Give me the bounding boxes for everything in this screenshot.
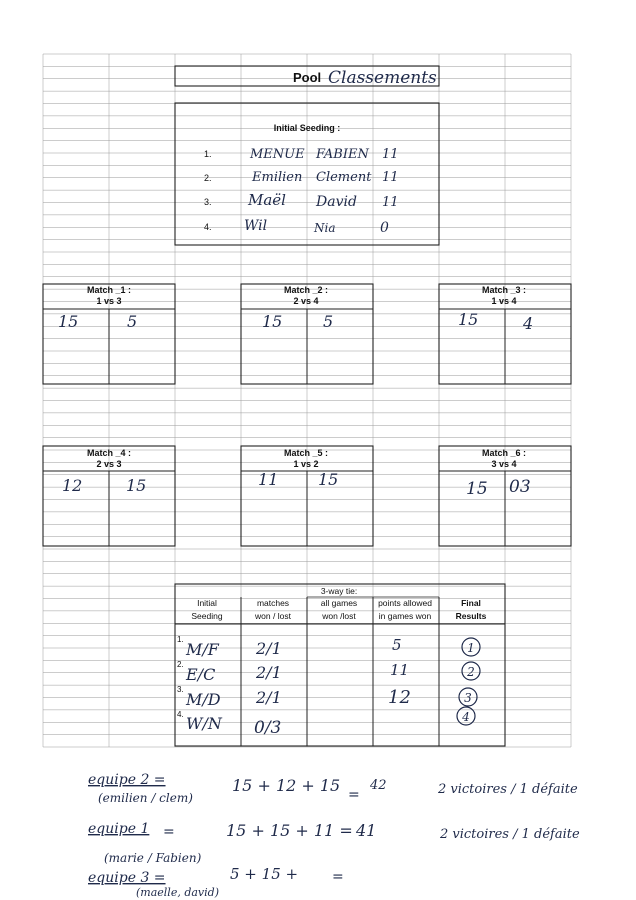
match-title: Match _1 : xyxy=(86,285,132,295)
note-sum: 5 + 15 + xyxy=(230,865,299,883)
seed-player-2: Nia xyxy=(314,221,336,235)
match-score-1: 15 xyxy=(466,479,488,499)
seed-number: 2. xyxy=(204,173,212,183)
result-final: 1 xyxy=(467,641,475,655)
result-final: 2 xyxy=(467,665,475,679)
seeding-row xyxy=(204,147,399,162)
three-way-tie-heading: 3-way tie: xyxy=(320,586,358,596)
match-score-1: 15 xyxy=(58,312,79,331)
note-label: equipe 1 xyxy=(88,821,150,837)
result-num: 1. xyxy=(177,635,184,644)
match-title: Match _5 : xyxy=(283,448,329,458)
match-score-2: 03 xyxy=(509,477,531,497)
match-score-2: 15 xyxy=(126,476,147,495)
note-equipe-1 xyxy=(88,821,580,865)
note-total: 41 xyxy=(356,821,377,840)
result-num: 4. xyxy=(177,710,184,719)
seed-player-1: Wil xyxy=(244,218,268,234)
match-score-2: 15 xyxy=(318,470,339,489)
match-title: Match _3 : xyxy=(481,285,527,295)
col-matches: matches xyxy=(256,598,290,608)
results-row xyxy=(177,685,477,709)
match-2 xyxy=(262,285,333,331)
match-5 xyxy=(258,448,338,489)
col-points-allowed: points allowed xyxy=(378,598,432,608)
seed-player-2: FABIEN xyxy=(316,147,369,162)
col-all-games: all games xyxy=(320,598,358,608)
match-score-2: 5 xyxy=(323,312,334,331)
match-pair: 1 vs 2 xyxy=(293,459,319,469)
note-label: equipe 2 = xyxy=(88,772,166,788)
result-won-lost: 0/3 xyxy=(254,718,282,738)
seed-score: 11 xyxy=(382,170,399,185)
note-sub: (maelle, david) xyxy=(136,886,219,899)
note-eq: = xyxy=(348,787,360,803)
seed-number: 1. xyxy=(204,149,212,159)
result-final: 3 xyxy=(464,691,472,705)
col-seeding: Seeding xyxy=(191,611,223,621)
match-title: Match _4 : xyxy=(86,448,132,458)
result-points: 5 xyxy=(392,636,402,654)
note-equipe-2 xyxy=(88,772,578,805)
seed-player-1: Maël xyxy=(248,191,286,209)
results-header xyxy=(191,598,486,621)
seeding-row xyxy=(204,191,399,210)
match-title: Match _6 : xyxy=(481,448,527,458)
note-eq: = xyxy=(332,869,344,885)
seed-player-1: MENUE xyxy=(250,147,305,162)
result-points: 11 xyxy=(390,661,410,679)
note-eq: = xyxy=(163,824,175,840)
seed-score: 11 xyxy=(382,147,399,162)
note-equipe-3 xyxy=(88,865,344,899)
match-score-1: 12 xyxy=(62,476,83,495)
match-pair: 1 vs 3 xyxy=(96,296,122,306)
match-pair: 2 vs 3 xyxy=(96,459,122,469)
note-label: equipe 3 = xyxy=(88,870,166,886)
result-won-lost: 2/1 xyxy=(256,663,282,682)
seed-number: 4. xyxy=(204,222,212,232)
result-team: W/N xyxy=(186,714,222,733)
col-final: Final xyxy=(461,598,481,608)
note-comment: 2 victoires / 1 défaite xyxy=(438,782,578,797)
match-score-1: 15 xyxy=(458,310,479,329)
result-won-lost: 2/1 xyxy=(256,688,282,707)
result-points: 12 xyxy=(388,687,411,708)
seed-score: 0 xyxy=(380,220,389,236)
seed-player-1: Emilien xyxy=(252,170,303,185)
match-title: Match _2 : xyxy=(283,285,329,295)
note-sub: (marie / Fabien) xyxy=(104,851,202,865)
result-num: 2. xyxy=(177,660,184,669)
col-initial: Initial xyxy=(197,598,217,608)
match-pair: 1 vs 4 xyxy=(491,296,517,306)
note-sum: 15 + 15 + 11 = xyxy=(226,821,353,840)
col-won-lost: won / lost xyxy=(255,611,291,621)
result-won-lost: 2/1 xyxy=(256,639,282,658)
initial-seeding-heading: Initial Seeding : xyxy=(273,123,341,133)
result-team: M/D xyxy=(186,690,221,709)
result-team: M/F xyxy=(186,640,219,659)
pool-title-hand: Classements xyxy=(328,68,437,88)
results-row xyxy=(177,660,480,684)
match-pair: 2 vs 4 xyxy=(293,296,319,306)
col-in-games-won: in games won xyxy=(378,611,432,621)
results-table-box xyxy=(175,584,505,746)
note-sum: 15 + 12 + 15 xyxy=(232,776,341,795)
match-1 xyxy=(58,285,137,331)
match-score-2: 4 xyxy=(523,314,534,333)
col-all-games-won-lost: won /lost xyxy=(322,611,356,621)
results-row xyxy=(177,635,480,659)
note-total: 42 xyxy=(370,778,387,793)
match-score-2: 5 xyxy=(127,312,138,331)
result-team: E/C xyxy=(186,665,216,684)
result-final: 4 xyxy=(462,710,470,724)
seed-player-2: David xyxy=(316,194,357,210)
match-score-1: 11 xyxy=(258,470,279,489)
result-num: 3. xyxy=(177,685,184,694)
match-score-1: 15 xyxy=(262,312,283,331)
match-6 xyxy=(466,448,531,499)
col-results: Results xyxy=(455,611,487,621)
note-comment: 2 victoires / 1 défaite xyxy=(440,827,580,842)
seed-score: 11 xyxy=(382,195,399,210)
seed-player-2: Clement xyxy=(316,170,372,185)
note-sub: (emilien / clem) xyxy=(98,791,193,805)
match-pair: 3 vs 4 xyxy=(491,459,517,469)
seed-number: 3. xyxy=(204,197,212,207)
pool-title-print: Pool xyxy=(293,70,322,85)
